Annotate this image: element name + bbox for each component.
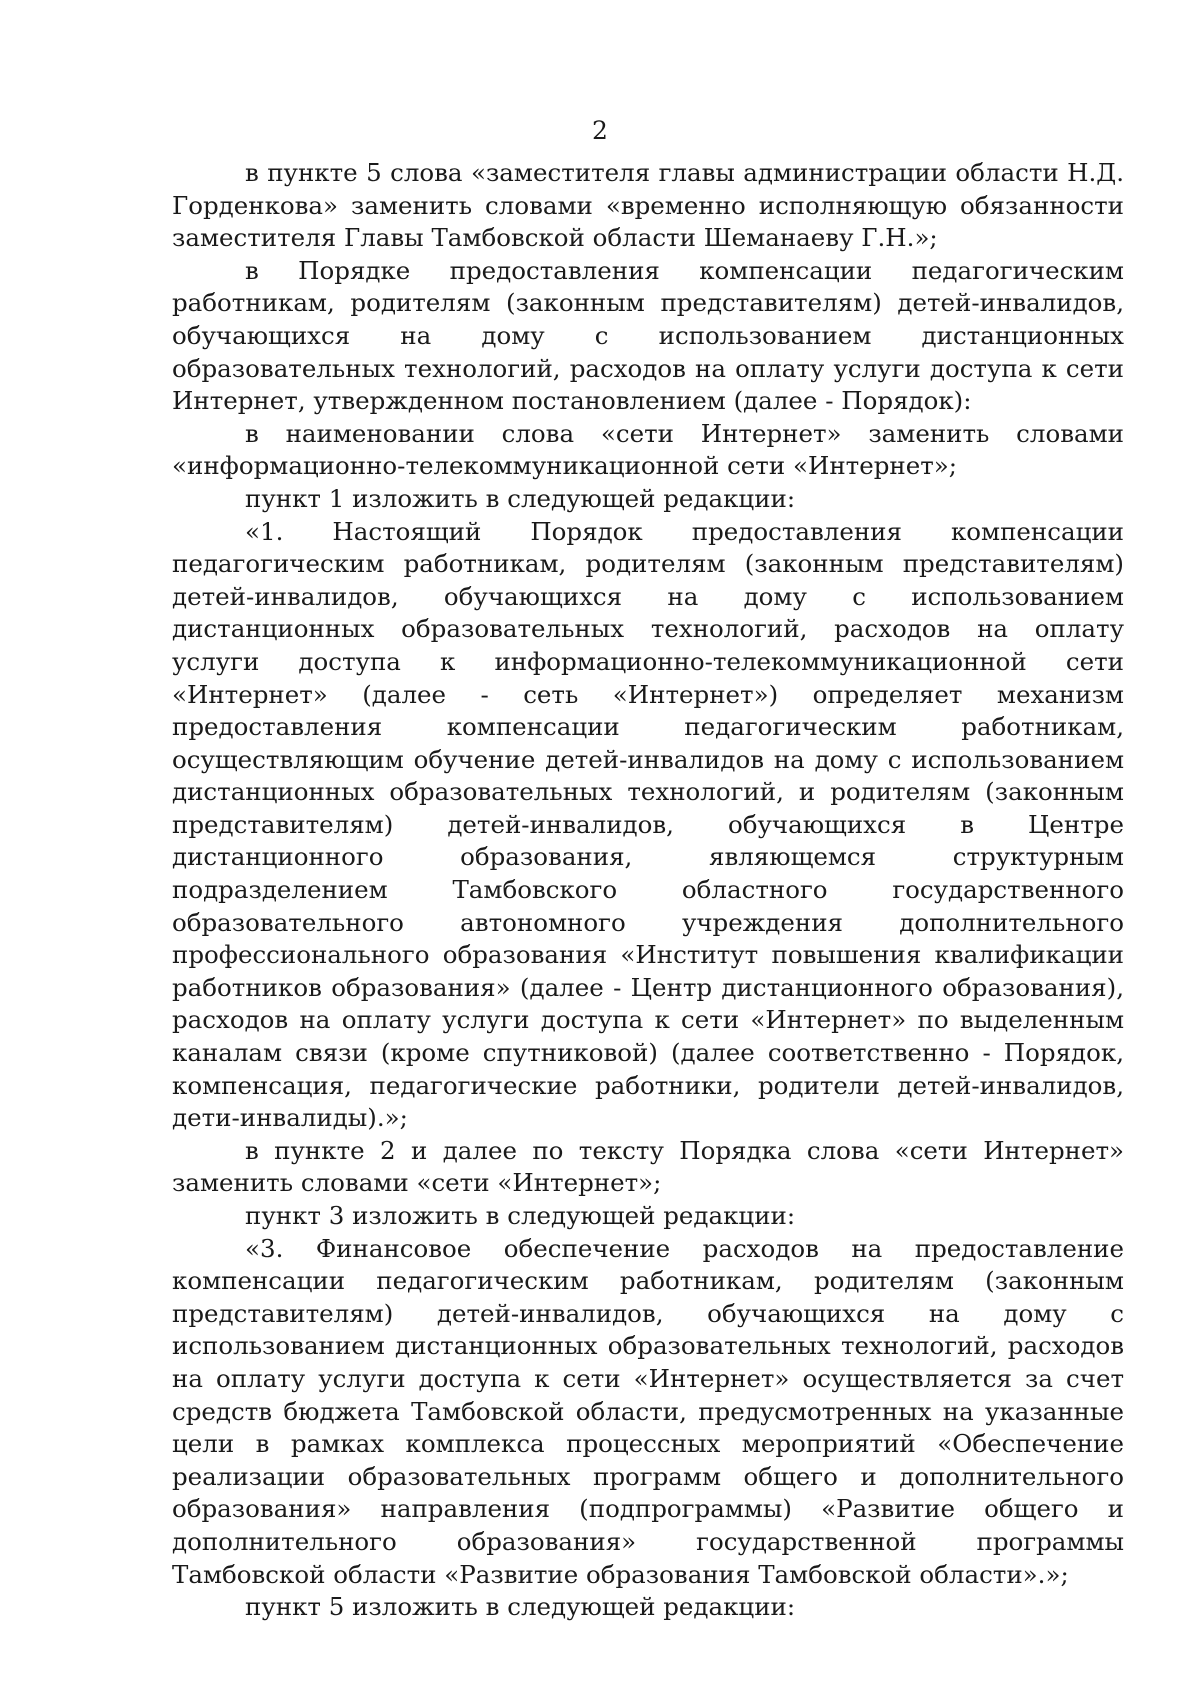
paragraph: в Порядке предоставления компенсации педагогическим работникам, родителям (законным представителям) детей-инвалидов, обучающихся на дому с использованием дистанционных образовательных технологий, расходов на оплату услуги доступа к сети Интернет, утвержденном постановлением (далее - Порядок): [172,255,1124,416]
paragraph: в пункте 2 и далее по тексту Порядка слова «сети Интернет» заменить словами «сети «Интернет»; [172,1135,1124,1198]
paragraph: «3. Финансовое обеспечение расходов на предоставление компенсации педагогическим работникам, родителям (законным представителям) детей-инвалидов, обучающихся на дому с использованием дистанционных образовательных технологий, расходов на оплату услуги доступа к сети «Интернет» осуществляется за счет средств бюджета Тамбовской области, предусмотренных на указанные цели в рамках комплекса процессных мероприятий «Обеспечение реализации образовательных программ общего и дополнительного образования» направления (подпрограммы) «Развитие общего и дополнительного образования» государственной программы Тамбовской области «Развитие образования Тамбовской области».»; [172,1233,1124,1589]
paragraph: пункт 5 изложить в следующей редакции: [245,1592,796,1622]
paragraph: «1. Настоящий Порядок предоставления компенсации педагогическим работникам, родителям (законным представителям) детей-инвалидов, обучающихся на дому с использованием дистанционных образовательных технологий, расходов на оплату услуги доступа к информационно-телекоммуникационной сети «Интернет» (далее - сеть «Интернет») определяет механизм предоставления компенсации педагогическим работникам, осуществляющим обучение детей-инвалидов на дому с использованием дистанционных образовательных технологий, и родителям (законным представителям) детей-инвалидов, обучающихся в Центре дистанционного образования, являющемся структурным подразделением Тамбовского областного государственного образовательного автономного учреждения дополнительного профессионального образования «Институт повышения квалификации работников образования» (далее - Центр дистанционного образования), расходов на оплату услуги доступа к сети «Интернет» по выделенным каналам связи (кроме спутниковой) (далее соответственно - Порядок, компенсация, педагогические работники, родители детей-инвалидов, дети-инвалиды).»; [172,516,1124,1133]
page-number: 2 [592,116,608,145]
paragraph: в пункте 5 слова «заместителя главы администрации области Н.Д. Горденкова» заменить словами «временно исполняющую обязанности заместителя Главы Тамбовской области Шеманаеву Г.Н.»; [172,158,1124,253]
paragraph: пункт 1 изложить в следующей редакции: [245,483,796,513]
document-body [172,157,1124,1624]
paragraph: в наименовании слова «сети Интернет» заменить словами «информационно-телекоммуникационной сети «Интернет»; [172,418,1124,481]
paragraph: пункт 3 изложить в следующей редакции: [245,1201,796,1230]
